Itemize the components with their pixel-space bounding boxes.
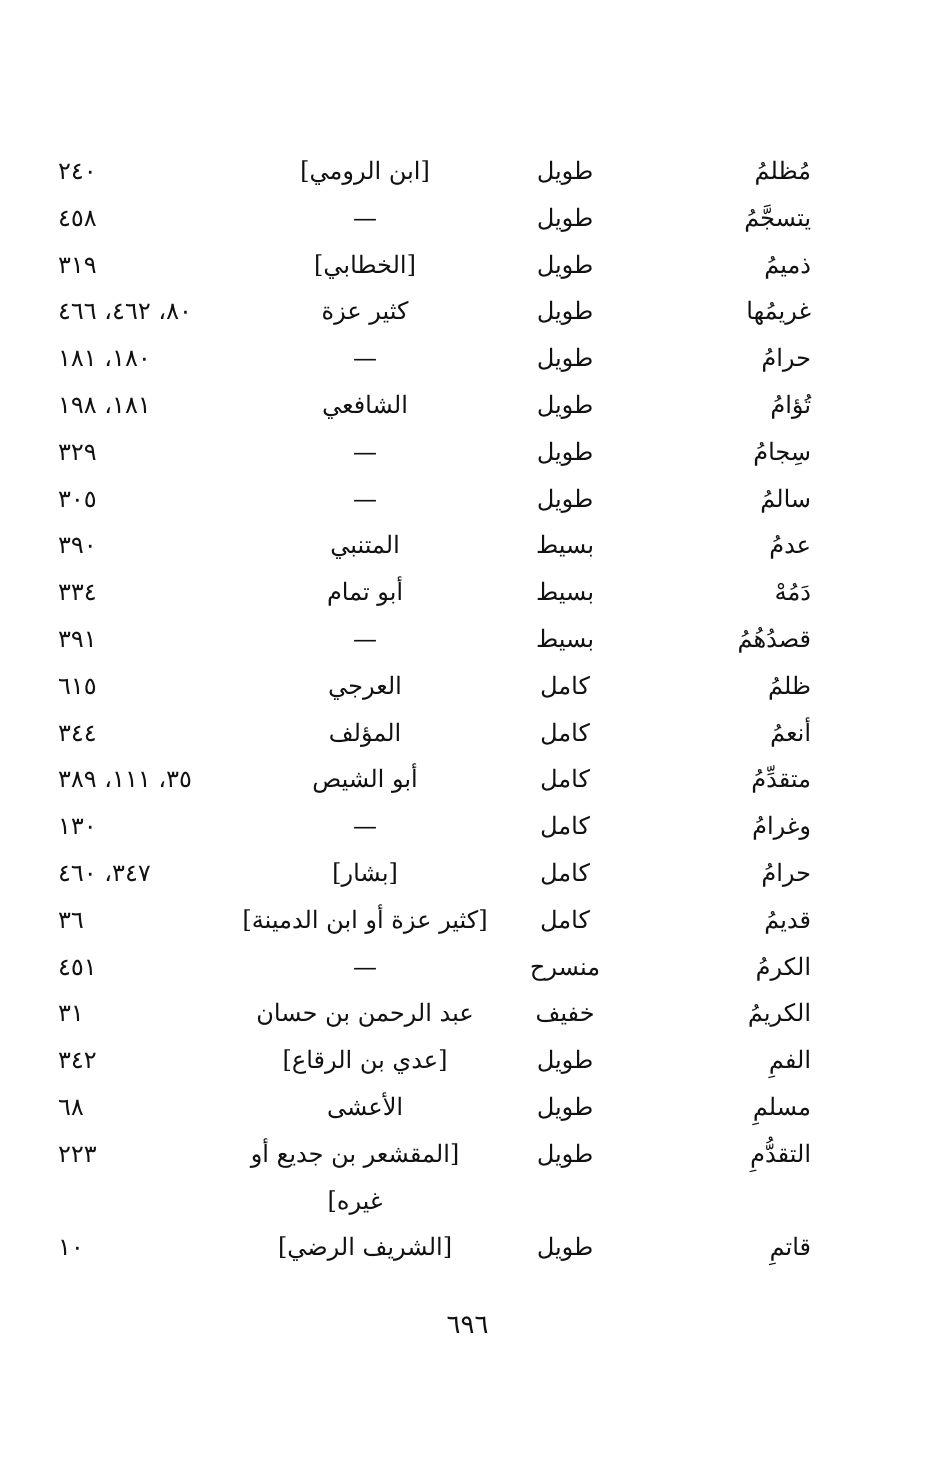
page-references: ٣٩٠ [58,531,97,560]
page-references: ٦٨ [58,1092,84,1121]
poet-name: — [353,344,377,373]
poet-name: — [353,484,377,513]
table-row [0,1037,935,1084]
poet-name: [ابن الرومي] [300,157,430,185]
verse-index-table [0,148,935,1271]
rhyme-word: الفمِ [768,1046,811,1075]
meter-name: طويل [536,344,594,373]
table-row [0,803,935,850]
table-row [0,944,935,991]
meter-name: طويل [536,203,594,232]
meter-name: كامل [540,765,590,794]
rhyme-word: مسلمِ [752,1092,811,1121]
poet-name: الشافعي [322,390,408,419]
page-references: ٣٠٥ [58,484,97,513]
poet-name: العرجي [328,671,402,700]
meter-name: كامل [540,671,590,700]
rhyme-word: مُظلمُ [754,157,811,185]
poet-name: [بشار] [332,858,398,887]
rhyme-word: أنعمُ [770,718,811,747]
table-row [0,335,935,382]
poet-name: [الشريف الرضي] [277,1233,453,1262]
table-row [0,1084,935,1131]
table-row [0,756,935,803]
meter-name: طويل [536,1046,594,1075]
page-references: ١٠ [58,1233,84,1262]
rhyme-word: سالمُ [760,484,811,513]
rhyme-word: متقدِّمُ [751,765,811,794]
page-references: ٣٤٧، ٤٦٠ [58,858,151,887]
page-references: ٢٤٠ [58,157,97,185]
rhyme-word: عدمُ [769,531,811,560]
poet-name: — [353,624,377,653]
rhyme-word: الكرمُ [755,952,811,981]
table-row [0,476,935,523]
rhyme-word: وغرامُ [752,812,811,841]
table-row [0,616,935,663]
table-row [0,429,935,476]
meter-name: طويل [536,390,594,419]
rhyme-word: التقدُّمِ [750,1139,811,1168]
meter-name: بسيط [535,624,595,653]
meter-name: كامل [540,858,590,887]
poet-name: المؤلف [328,718,402,747]
poet-name: أبو الشيص [312,765,418,794]
meter-name: طويل [536,1233,594,1262]
meter-name: منسرح [529,952,601,981]
rhyme-word: دَمُهْ [774,578,811,607]
table-row [0,569,935,616]
table-row [0,1224,935,1271]
page-references: ١٨١، ١٩٨ [58,390,151,419]
page-references: ٣١٩ [58,250,97,279]
poet-name: — [353,952,377,981]
page-references: ٦١٥ [58,671,97,700]
table-row [0,1131,935,1225]
meter-name: خفيف [535,999,595,1028]
meter-name: طويل [536,250,594,279]
page-references: ٣٥، ١١١، ٣٨٩ [58,765,192,794]
table-row [0,382,935,429]
meter-name: طويل [536,437,594,466]
rhyme-word: حرامُ [761,344,811,373]
poet-name: [عدي بن الرقاع] [282,1046,448,1075]
page-references: ٤٥١ [58,952,97,981]
rhyme-word: الكريمُ [747,999,811,1028]
page-references: ٣٢٩ [58,437,97,466]
table-row [0,522,935,569]
page-references: ١٣٠ [58,812,97,841]
meter-name: طويل [536,157,594,185]
page-references: ٣٤٢ [58,1046,97,1075]
meter-name: طويل [536,484,594,513]
page-references: ١٨٠، ١٨١ [58,344,151,373]
table-row [0,148,935,195]
poet-name: أبو تمام [326,578,404,607]
table-row [0,850,935,897]
poet-name: الأعشى [326,1092,404,1121]
rhyme-word: ظلمُ [767,671,811,700]
table-row [0,242,935,289]
poet-name: كثير عزة [321,297,409,326]
meter-name: كامل [540,905,590,934]
meter-name: طويل [536,1092,594,1121]
table-row [0,288,935,335]
meter-name: بسيط [535,531,595,560]
rhyme-word: غريمُها [746,297,811,326]
table-row [0,990,935,1037]
poet-name: — [353,203,377,232]
table-row [0,710,935,757]
rhyme-word: يتسجَّمُ [744,203,811,232]
poet-name: [كثير عزة أو ابن الدمينة] [242,905,488,934]
page-references: ٣٦ [58,905,84,934]
page-references: ٣٣٤ [58,578,97,607]
rhyme-word: قديمُ [764,905,811,934]
rhyme-word: قاتمِ [769,1233,811,1262]
page-references: ٤٥٨ [58,203,97,232]
poet-name: المتنبي [330,531,400,560]
poet-name: [المقشعر بن جديع أو غيره] [250,1139,460,1215]
page-references: ٢٢٣ [58,1139,97,1168]
rhyme-word: تُؤامُ [770,390,811,419]
rhyme-word: سِجامُ [753,437,811,466]
meter-name: طويل [536,297,594,326]
page-references: ٣٩١ [58,624,97,653]
meter-name: بسيط [535,578,595,607]
page-references: ٣٤٤ [58,718,97,747]
page-references: ٣١ [58,999,84,1028]
meter-name: كامل [540,718,590,747]
page-number: ٦٩٦ [446,1310,489,1340]
meter-name: طويل [536,1139,594,1168]
table-row [0,897,935,944]
rhyme-word: ذميمُ [764,250,811,279]
rhyme-word: حرامُ [761,858,811,887]
poet-name: — [353,812,377,841]
page-references: ٨٠، ٤٦٢، ٤٦٦ [58,297,192,326]
rhyme-word: قصدُهُمُ [737,624,811,653]
poet-name: [الخطابي] [314,250,416,279]
poet-name: — [353,437,377,466]
table-row [0,663,935,710]
table-row [0,195,935,242]
poet-name: عبد الرحمن بن حسان [256,999,474,1028]
meter-name: كامل [540,812,590,841]
